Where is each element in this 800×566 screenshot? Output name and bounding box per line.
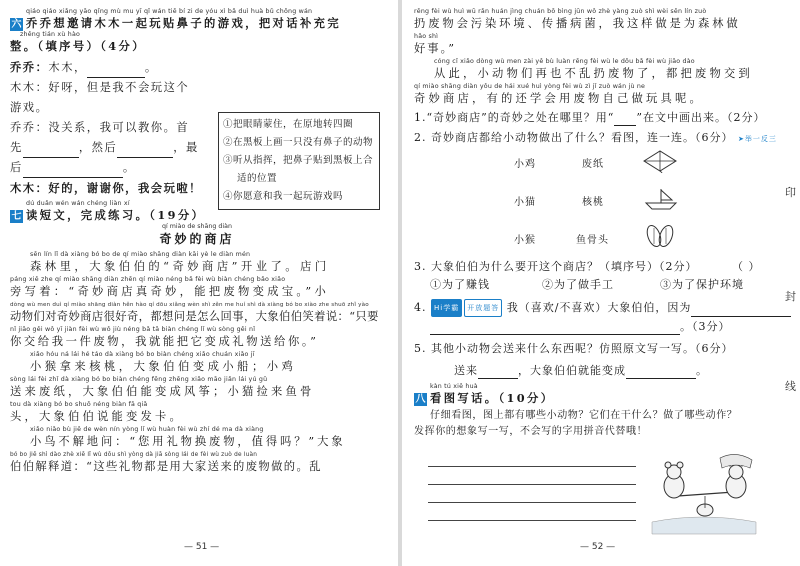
dialog-line1: 木木， — [48, 61, 87, 74]
dialog-line7: 木木：好的，谢谢你，我会玩啦！ — [10, 181, 202, 195]
section8-prompt2: 发挥你的想象写一写，不会写的字用拼音代替哦！ — [414, 426, 648, 437]
dialog-line5b: ，然后 — [78, 141, 118, 154]
option-4: ④你愿意和我一起玩游戏吗 — [223, 191, 344, 202]
underline-sample — [614, 117, 636, 126]
dialog-line6a: 后 — [10, 161, 23, 174]
question-1-text: 1.“奇妙商店”的奇妙之处在哪里？用“ — [414, 111, 615, 124]
gutter-mark-2: 封 — [785, 290, 796, 303]
answer-blank-4[interactable] — [23, 165, 123, 178]
answer-blank-q4a[interactable] — [691, 304, 791, 317]
q3-option-1[interactable]: ①为了赚钱 — [430, 278, 490, 291]
answer-blank-q4b[interactable] — [430, 322, 680, 335]
dialog-line4: 乔乔：没关系，我可以教你。首 — [10, 121, 190, 134]
section6-pinyin2: zhěng tián xù hào — [20, 31, 81, 38]
page-number-right: — 52 — — [580, 542, 616, 552]
matching-area — [414, 147, 776, 255]
right-page — [402, 0, 800, 566]
section8-heading: 看图写话。（10分） — [430, 391, 555, 405]
option-3: ③听从指挥，把鼻子贴到黑板上合 — [223, 155, 374, 166]
answer-blank-q5a[interactable] — [478, 366, 518, 379]
story-py-6: tou dà xiàng bó bo shuō néng biàn fā qiǎ — [10, 401, 148, 408]
story-py-1: páng xiě zhe qí miào shāng diàn zhēn qí miào néng bǎ fèi wù biàn chéng bǎo xiǎo — [10, 276, 286, 283]
story-hz-3: 你交给我一件废物，我就能把它变成礼物送给你。” — [10, 335, 319, 348]
dialog-line1-end: 。 — [144, 61, 158, 74]
question-2-tag: ➤举一反三 — [738, 135, 777, 143]
question-5-line — [414, 363, 776, 379]
section6-number: 六 — [11, 18, 22, 30]
story-title: 奇妙的商店 — [159, 232, 235, 246]
match-item-2[interactable]: 鱼骨头 — [576, 235, 609, 246]
section7-pinyin: dú duǎn wén wán chéng liàn xí — [26, 200, 130, 207]
match-item-0[interactable]: 废纸 — [582, 159, 604, 170]
story-cont-py-1: hǎo shì — [414, 33, 439, 40]
match-item-1[interactable]: 核桃 — [582, 197, 604, 208]
question-4-score: 。（3分） — [680, 320, 731, 333]
story-py-7: xiǎo niǎo bù jiě de wèn nín yòng lǐ wù huàn fèi wù zhí dé ma dà xiàng — [30, 426, 264, 433]
hairclip-icon — [644, 223, 676, 249]
section6-text2: 整。（填序号）（4分） — [10, 39, 146, 53]
section6-text1: 乔乔想邀请木木一起玩贴鼻子的游戏，把对话补充完 — [26, 16, 342, 30]
gutter-mark-1: 印 — [785, 186, 796, 199]
story-hz-5: 送来废纸，大象伯伯能变成风筝；小猫捡来鱼骨 — [10, 385, 315, 398]
section8-number: 八 — [415, 393, 426, 405]
answer-blank-q5b[interactable] — [626, 366, 696, 379]
story-hz-2: 动物们对奇妙商店很好奇，都想问是怎么回事，大象伯伯笑着说：“只要 — [10, 310, 379, 323]
story-paragraphs — [10, 251, 384, 474]
q5-line-a: 送来 — [454, 364, 478, 377]
section8-prompt1: 仔细看图，图上都有哪些小动物？它们在干什么？做了哪些动作？ — [430, 410, 738, 421]
answer-blank-1[interactable] — [87, 65, 145, 78]
question-3 — [414, 259, 776, 275]
match-animal-0[interactable]: 小鸡 — [514, 159, 536, 170]
q3-option-2[interactable]: ②为了做手工 — [542, 278, 614, 291]
options-box — [218, 112, 380, 210]
gutter-mark-3: 线 — [785, 380, 796, 393]
q4-tag2: 开放题答 — [464, 299, 502, 317]
story-py-8: bó bo jiě shì dào zhè xiē lǐ wù dōu shì yòng dà jiā sòng lái de fèi wù zuò de luàn — [10, 452, 258, 458]
animals-tug-of-war-illustration — [648, 452, 760, 536]
story-hz-0: 森林里，大象伯伯的“奇妙商店”开业了。店门 — [30, 260, 330, 273]
story-cont-hz-0: 扔废物会污染环境、传播病菌，我这样做是为森林做 — [414, 17, 741, 30]
answer-blank-3[interactable] — [117, 145, 173, 158]
question-2-text: 2. 奇妙商店都给小动物做出了什么？看图，连一连。（6分） — [414, 131, 734, 144]
page-number-left: — 51 — — [184, 542, 220, 552]
story-cont-hz-1: 好事。” — [414, 42, 457, 55]
dialog-line5c: ，最 — [173, 141, 199, 154]
kite-icon — [642, 149, 678, 173]
dialog-line5a: 先 — [10, 141, 23, 154]
story-hz-7: 小鸟不解地问：“您用礼物换废物，值得吗？”大象 — [30, 435, 346, 448]
writing-line-4[interactable] — [428, 520, 636, 521]
question-3-answer[interactable]: （ ） — [737, 260, 761, 273]
boat-icon — [644, 187, 678, 211]
dialog-line3: 游戏。 — [10, 101, 49, 114]
question-4: 4. Hi学霸 开放题答 我（喜欢/不喜欢）大象伯伯，因为 — [414, 299, 776, 317]
dialog-line6b: 。 — [122, 161, 136, 174]
story-hz-1: 旁写着：“奇妙商店真奇妙，能把废物变成宝。”小 — [10, 285, 330, 298]
option-3-cont: 适的位置 — [237, 173, 278, 184]
story-py-0: sēn lín lǐ dà xiàng bó bo de qí miào shāng diàn kāi yè le diàn mén — [30, 251, 251, 258]
story-hz-8: 伯伯解释道：“这些礼物都是用大家送来的废物做的。乱 — [10, 460, 322, 473]
section8-pinyin: kàn tú xiě huà — [430, 383, 478, 390]
story-cont-py-3: qí miào shāng diàn yǒu de hái xué huì yòng fèi wù zì jǐ zuò wán jù ne — [414, 83, 646, 90]
section7-heading: 读短文，完成练习。（19分） — [26, 208, 206, 222]
story-title-pinyin: qí miào de shāng diàn — [162, 223, 232, 230]
match-animal-1[interactable]: 小猫 — [514, 197, 536, 208]
story-cont-py-0: rēng fèi wù huì wū rǎn huán jìng chuán bō bìng jūn wǒ zhè yàng zuò shì wèi sēn lín zuò — [414, 8, 707, 15]
story-py-3: nǐ jiāo gěi wǒ yī jiàn fèi wù wǒ jiù néng bǎ tā biàn chéng lǐ wù sòng gěi nǐ — [10, 326, 256, 333]
option-1: ①把眼睛蒙住，在原地转四圈 — [223, 119, 354, 130]
section7-number: 七 — [11, 210, 22, 222]
writing-line-1[interactable] — [428, 466, 636, 467]
q5-line-b: ，大象伯伯就能变成 — [518, 364, 626, 377]
dialog-speaker-qiaoqiao: 乔乔： — [10, 60, 49, 74]
option-2: ②在黑板上画一只没有鼻子的动物 — [223, 137, 374, 148]
question-1-text-b: ”在文中画出来。（2分） — [636, 111, 766, 124]
question-2 — [414, 130, 776, 147]
story-py-5: sòng lái fèi zhǐ dà xiàng bó bo biàn chéng fēng zhēng xiǎo māo jiǎn lái yú gǔ — [10, 376, 268, 383]
story-py-2: dòng wù men duì qí miào shāng diàn hěn hào qí dōu xiǎng wèn shì zěn me huí shì dà xiàng bó bo xiào zhe shuō zhǐ yào — [10, 302, 369, 308]
question-1 — [414, 110, 776, 126]
question-3-text: 3. 大象伯伯为什么要开这个商店？（填序号）（2分） — [414, 260, 698, 273]
question-4-line2 — [414, 319, 776, 335]
writing-line-2[interactable] — [428, 484, 636, 485]
story-cont-hz-3: 奇妙商店，有的还学会用废物自己做玩具呢。 — [414, 92, 704, 105]
story-continuation — [414, 8, 776, 106]
story-hz-4: 小猴拿来核桃，大象伯伯变成小船；小鸡 — [30, 360, 297, 373]
story-hz-6: 头，大象伯伯说能变发卡。 — [10, 410, 184, 423]
match-animal-2[interactable]: 小猴 — [514, 235, 536, 246]
writing-line-3[interactable] — [428, 502, 636, 503]
dialog-line2: 木木：好呀，但是我不会玩这个 — [10, 81, 190, 94]
story-cont-hz-2: 从此，小动物们再也不乱扔废物了，都把废物交到 — [434, 67, 753, 80]
q5-line-c: 。 — [696, 364, 708, 377]
story-cont-py-2: cóng cǐ xiǎo dòng wù men zài yě bù luàn rēng fèi wù le dōu bǎ fèi wù jiāo dào — [434, 58, 695, 65]
question-5: 5. 其他小动物会送来什么东西呢？仿照原文写一写。（6分） — [414, 342, 734, 355]
section6-heading — [10, 16, 384, 31]
q4-tag: Hi学霸 — [431, 299, 462, 317]
q3-option-3[interactable]: ③为了保护环境 — [660, 278, 744, 291]
question-3-options — [414, 277, 776, 293]
answer-blank-2[interactable] — [23, 145, 79, 158]
section7-heading-row — [10, 208, 384, 223]
question-4-text: 我（喜欢/不喜欢）大象伯伯，因为 — [506, 301, 692, 314]
section6-pinyin1: qiáo qiáo xiǎng yāo qǐng mù mu yī qǐ wán tiē bí zi de yóu xì bǎ duì huà bǔ chōng wán — [26, 8, 313, 15]
story-py-4: xiǎo hóu ná lái hé táo dà xiàng bó bo biàn chéng xiǎo chuán xiǎo jī — [30, 351, 255, 358]
section8-heading-row — [414, 391, 776, 406]
left-page — [0, 0, 398, 566]
